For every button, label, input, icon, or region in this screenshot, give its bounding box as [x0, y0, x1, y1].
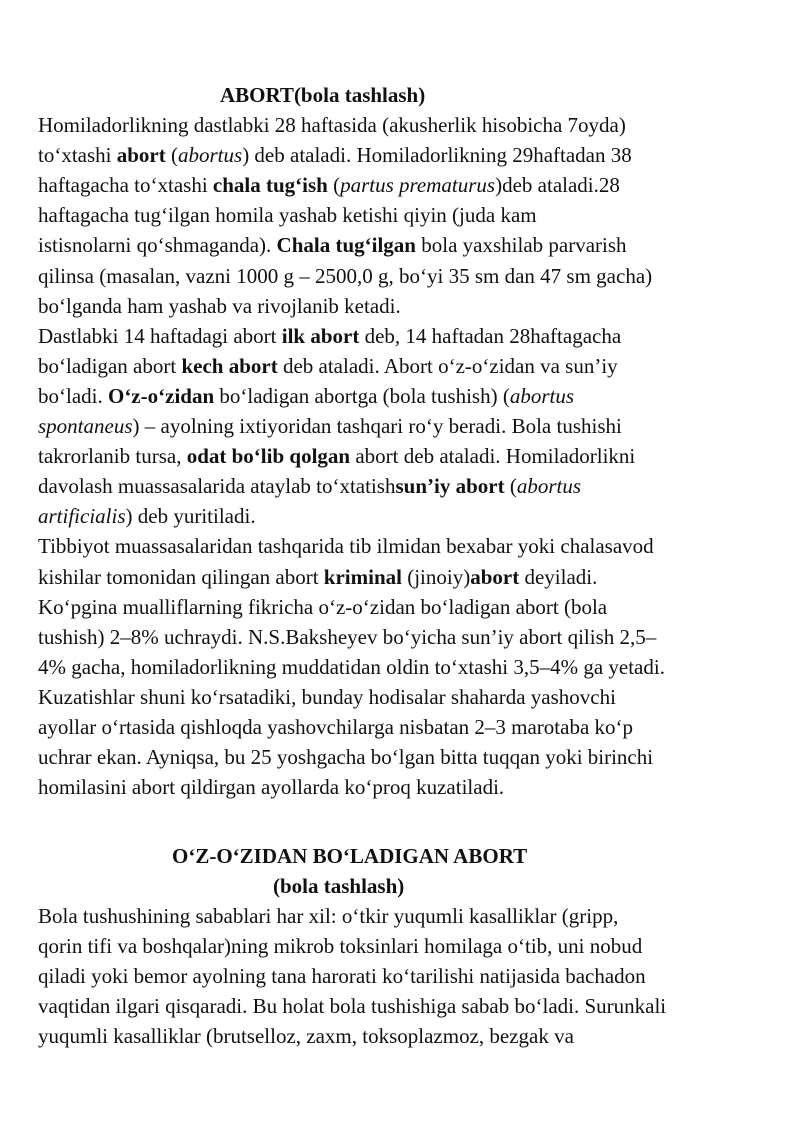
section-2-subtitle: (bola tashlash)	[273, 874, 405, 898]
text-line: Tibbiyot muassasalaridan tashqarida tib ilmidan bexabar yoki chalasavod	[38, 534, 654, 559]
text-line: Dastlabki 14 haftadagi abort ilk abort deb, 14 haftadan 28haftagacha	[38, 323, 622, 348]
text-line: bo‘lganda ham yashab va rivojlanib ketadi.	[38, 293, 401, 318]
bold-term: ilk abort	[281, 323, 360, 348]
text-line: istisnolarni qo‘shmaganda). Chala tug‘ilgan bola yaxshilab parvarish	[38, 233, 627, 258]
text-line: Bola tushushining sabablari har xil: o‘tkir yuqumli kasalliklar (gripp,	[38, 904, 619, 928]
text-line: kishilar tomonidan qilingan abort kriminal (jinoiy)abort deyiladi.	[38, 564, 598, 589]
bold-term: Chala tug‘ilgan	[276, 233, 416, 258]
latin-term: partus prematurus	[340, 173, 496, 198]
text-line: takrorlanib tursa, odat bo‘lib qolgan abort deb ataladi. Homiladorlikni	[38, 444, 636, 469]
text-line: Homiladorlikning dastlabki 28 haftasida (akusherlik hisobicha 7oyda)	[38, 113, 626, 137]
text-line: bo‘ladigan abort kech abort deb ataladi. Abort o‘z-o‘zidan va sun’iy	[38, 353, 618, 378]
text-line: to‘xtashi abort (abortus) deb ataladi. Homiladorlikning 29haftadan 38	[38, 143, 632, 168]
bold-term: sun’iy abort	[395, 474, 505, 499]
bold-term: odat bo‘lib qolgan	[186, 444, 351, 469]
text-line: Kuzatishlar shuni ko‘rsatadiki, bunday hodisalar shaharda yashovchi	[38, 684, 616, 709]
bold-term: kriminal	[323, 564, 402, 589]
latin-term: abortus	[516, 474, 582, 499]
text-line: artificialis) deb yuritiladi.	[38, 504, 256, 529]
text-line: haftagacha tug‘ilgan homila yashab ketishi qiyin (juda kam	[38, 203, 537, 228]
text-line: 4% gacha, homiladorlikning muddatidan oldin to‘xtashi 3,5–4% ga yetadi.	[38, 654, 665, 679]
text-line: tushish) 2–8% uchraydi. N.S.Baksheyev bo‘yicha sun’iy abort qilish 2,5–	[38, 624, 657, 649]
text-line: ayollar o‘rtasida qishloqda yashovchilarga nisbatan 2–3 marotaba ko‘p	[38, 715, 634, 739]
bold-term: chala tug‘ish	[212, 173, 328, 198]
bold-term: kech abort	[181, 353, 278, 378]
text-line: yuqumli kasalliklar (brutselloz, zaxm, toksoplazmoz, bezgak va	[38, 1024, 574, 1049]
text-line: spontaneus) – ayolning ixtiyoridan tashqari ro‘y beradi. Bola tushishi	[38, 414, 622, 438]
text-line: qorin tifi va boshqalar)ning mikrob toksinlari homilaga o‘tib, uni nobud	[38, 934, 643, 959]
bold-term: O‘z-o‘zidan	[107, 383, 215, 408]
text-line: davolash muassasalarida ataylab to‘xtatishsun’iy abort (abortus	[38, 474, 582, 499]
section-1-title: ABORT(bola tashlash)	[220, 83, 426, 107]
text-line: Ko‘pgina mualliflarning fikricha o‘z-o‘zidan bo‘ladigan abort (bola	[38, 594, 608, 619]
text-line: vaqtidan ilgari qisqaradi. Bu holat bola tushishiga sabab bo‘ladi. Surunkali	[38, 994, 667, 1019]
latin-term: abortus	[178, 143, 243, 168]
bold-term: abort	[470, 564, 520, 589]
section-2-title: O‘Z-O‘ZIDAN BO‘LADIGAN ABORT	[172, 844, 528, 868]
latin-term: abortus	[509, 383, 574, 408]
latin-term: spontaneus	[38, 414, 133, 438]
text-line: homilasini abort qildirgan ayollarda ko‘proq kuzatiladi.	[38, 775, 505, 800]
bold-term: abort	[116, 143, 166, 168]
latin-term: artificialis	[38, 504, 126, 529]
text-line: qilinsa (masalan, vazni 1000 g – 2500,0 g, bo‘yi 35 sm dan 47 sm gacha)	[38, 263, 653, 288]
text-line: qiladi yoki bemor ayolning tana harorati ko‘tarilishi natijasida bachadon	[38, 964, 646, 989]
text-line: uchrar ekan. Ayniqsa, bu 25 yoshgacha bo‘lgan bitta tuqqan yoki birinchi	[38, 745, 654, 770]
text-line: bo‘ladi. O‘z-o‘zidan bo‘ladigan abortga (bola tushish) (abortus	[38, 383, 574, 408]
text-line: haftagacha to‘xtashi chala tug‘ish (partus prematurus)deb ataladi.28	[38, 173, 620, 198]
